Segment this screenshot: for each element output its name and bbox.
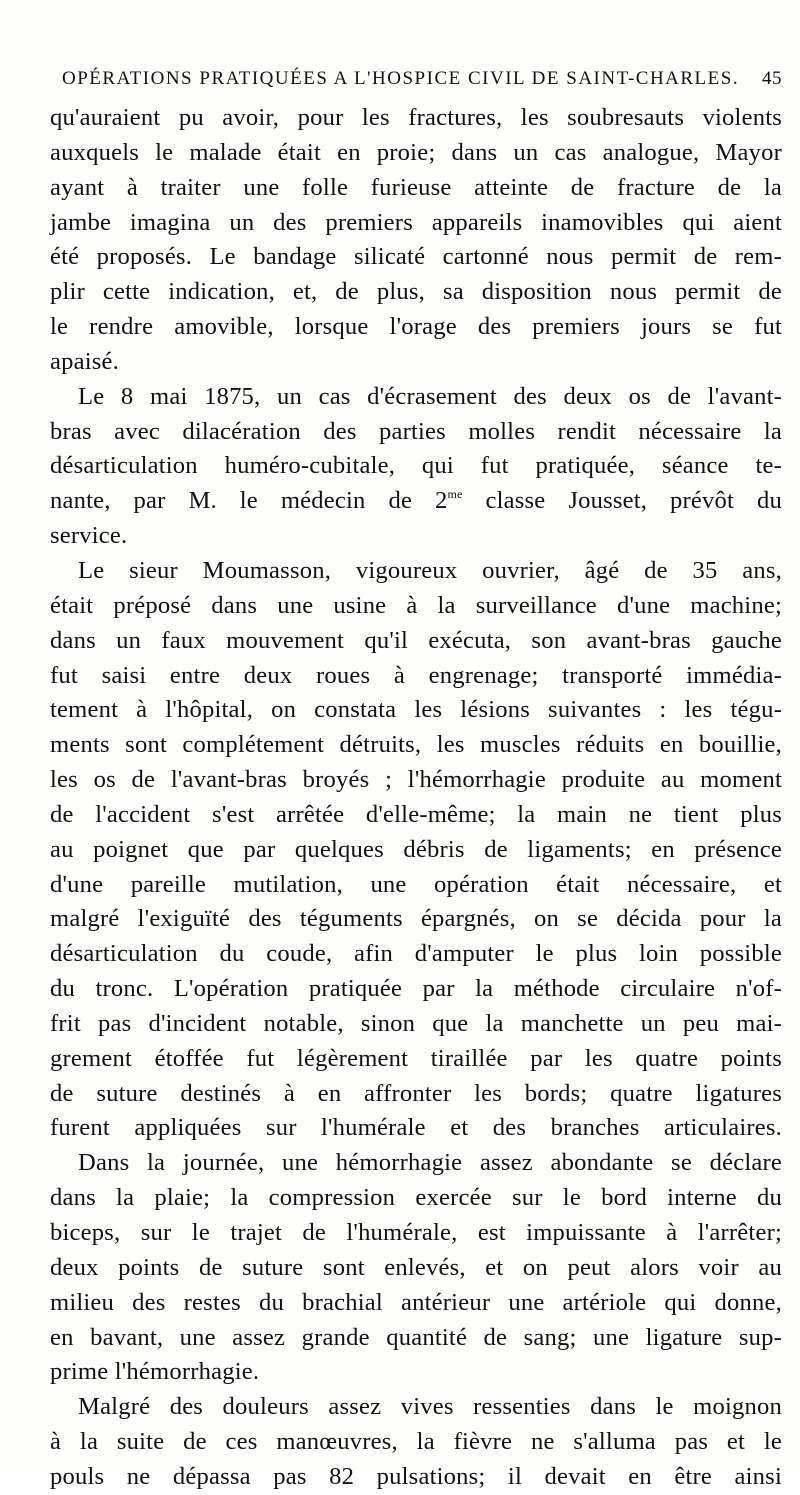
text-line: dans un faux mouvement qu'il exécuta, son avant-bras gauche [50, 626, 782, 654]
text-line: Dans la journée, une hémorrhagie assez abondante se déclare [78, 1149, 782, 1177]
text-line: service. [50, 522, 128, 550]
text-line: milieu des restes du brachial antérieur une artériole qui donne, [50, 1288, 782, 1316]
text-line: biceps, sur le trajet de l'humérale, est impuissante à l'arrêter; [50, 1219, 782, 1246]
text-line: ments sont complétement détruits, les muscles réduits en bouillie, [50, 731, 782, 759]
text-line: au poignet que par quelques débris de ligaments; en présence [50, 835, 782, 863]
text-line: frit pas d'incident notable, sinon que la manchette un peu mai- [50, 1009, 782, 1037]
text-line: qu'auraient pu avoir, pour les fractures, les soubresauts violents [50, 104, 782, 131]
text-line: fut saisi entre deux roues à engrenage; transporté immédia- [50, 661, 782, 689]
text-line: plir cette indication, et, de plus, sa disposition nous permit de [50, 278, 782, 306]
page-number: 45 [762, 68, 782, 89]
text-line: de suture destinés à en affronter les bords; quatre ligatures [50, 1079, 782, 1107]
body-text [50, 101, 782, 1495]
text-line: à la suite de ces manœuvres, la fièvre ne s'alluma pas et le [50, 1428, 782, 1456]
text-line: deux points de suture sont enlevés, et on peut alors voir au [50, 1253, 782, 1281]
text-line: le rendre amovible, lorsque l'orage des premiers jours se fut [50, 313, 782, 341]
running-title: OPÉRATIONS PRATIQUÉES A L'HOSPICE CIVIL DE SAINT-CHARLES. [62, 68, 740, 89]
text-line: en bavant, une assez grande quantité de sang; une ligature sup- [50, 1323, 782, 1351]
text-line: bras avec dilacération des parties molles rendit nécessaire la [50, 417, 782, 445]
text-line: désarticulation huméro-cubitale, qui fut pratiquée, séance te- [50, 452, 782, 480]
text-line: jambe imagina un des premiers appareils inamovibles qui aient [50, 208, 782, 236]
text-line: Le sieur Moumasson, vigoureux ouvrier, âgé de 35 ans, [78, 556, 782, 584]
text-line: Le 8 mai 1875, un cas d'écrasement des deux os de l'avant- [78, 382, 782, 410]
text-line: apaisé. [50, 347, 119, 375]
text-line: prime l'hémorrhagie. [50, 1358, 260, 1386]
text-line: désarticulation du coude, afin d'amputer le plus loin possible [50, 940, 782, 968]
text-line: malgré l'exiguïté des téguments épargnés, on se décida pour la [50, 905, 782, 933]
text-line: les os de l'avant-bras broyés ; l'hémorrhagie produite au moment [50, 766, 782, 794]
text-line: auxquels le malade était en proie; dans un cas analogue, Mayor [50, 138, 782, 166]
text-line: nante, par M. le médecin de $2^{me}$ classe Jousset, prévôt du [50, 487, 782, 515]
running-head [62, 68, 782, 96]
text-line: de l'accident s'est arrêtée d'elle-même; la main ne tient plus [50, 800, 782, 828]
text-line: pouls ne dépassa pas 82 pulsations; il devait en être ainsi [50, 1462, 782, 1490]
text-line: d'une pareille mutilation, une opération était nécessaire, et [50, 870, 782, 898]
text-line: était préposé dans une usine à la surveillance d'une machine; [50, 591, 782, 619]
text-line: furent appliquées sur l'humérale et des branches articulaires. [50, 1114, 782, 1142]
text-line: été proposés. Le bandage silicaté cartonné nous permit de rem- [50, 243, 782, 271]
text-line: Malgré des douleurs assez vives ressenties dans le moignon [78, 1393, 782, 1421]
text-line: ayant à traiter une folle furieuse atteinte de fracture de la [50, 173, 782, 201]
text-line: dans la plaie; la compression exercée sur le bord interne du [50, 1184, 782, 1212]
text-line: grement étoffée fut légèrement tiraillée par les quatre points [50, 1044, 782, 1072]
text-line: tement à l'hôpital, on constata les lésions suivantes : les tégu- [50, 696, 782, 724]
text-line: du tronc. L'opération pratiquée par la méthode circulaire n'of- [50, 975, 782, 1003]
